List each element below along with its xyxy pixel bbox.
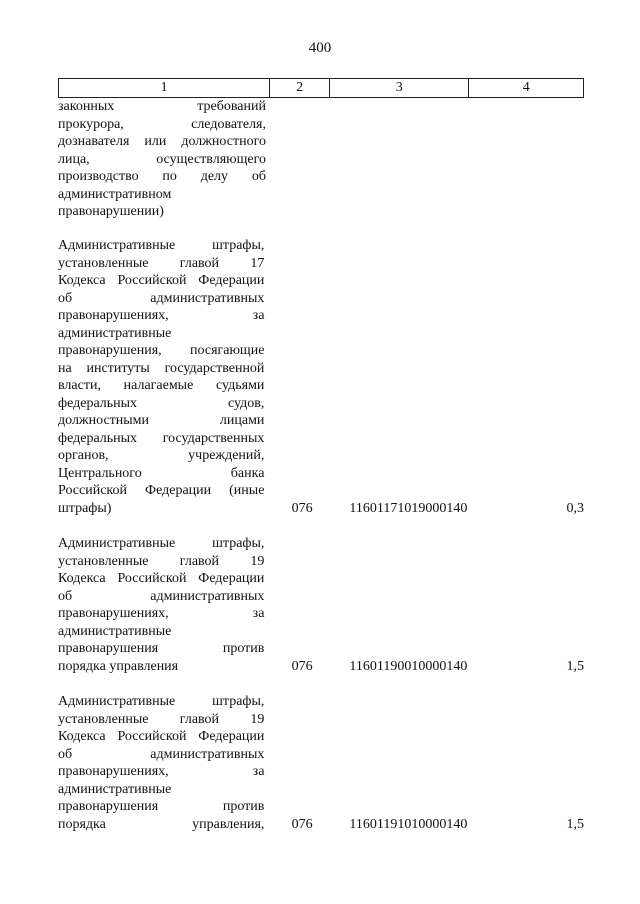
table-row-continuation xyxy=(58,98,584,221)
row-description xyxy=(58,535,264,675)
desc-line: Административные штрафы, xyxy=(58,536,265,551)
desc-line: правонарушения против xyxy=(58,641,265,656)
desc-line: дознавателя или должностного xyxy=(58,134,266,149)
desc-line: правонарушения, посягающие xyxy=(58,343,265,358)
desc-line: Кодекса Российской Федерации xyxy=(58,571,265,586)
table-header xyxy=(58,78,584,98)
desc-line: порядка управления xyxy=(58,658,179,674)
row-kbk: 11601171019000140 xyxy=(349,500,468,516)
table-row xyxy=(58,693,584,833)
desc-line: Кодекса Российской Федерации xyxy=(58,273,265,288)
desc-line: власти, налагаемые судьями xyxy=(58,378,265,393)
desc-line: штрафы) xyxy=(58,500,112,516)
desc-line: на институты государственной xyxy=(58,360,265,376)
desc-line: Административные штрафы, xyxy=(58,238,265,253)
desc-line: законных требований xyxy=(58,99,266,114)
desc-line: Кодекса Российской Федерации xyxy=(58,729,265,744)
desc-line: Административные штрафы, xyxy=(58,694,265,709)
row-value: 1,5 xyxy=(566,816,584,832)
desc-line: правонарушениях, за xyxy=(58,606,265,621)
row-description xyxy=(58,693,264,833)
desc-line: лица, осуществляющего xyxy=(58,151,266,167)
desc-line: Российской Федерации (иные xyxy=(58,483,265,498)
table-row xyxy=(58,535,584,675)
desc-line: установленные главой 19 xyxy=(58,553,265,569)
row-kbk: 11601190010000140 xyxy=(349,658,468,674)
desc-line: установленные главой 19 xyxy=(58,711,265,727)
desc-line: правонарушении) xyxy=(58,204,164,219)
desc-line: органов, учреждений, xyxy=(58,448,265,463)
desc-line: об административных xyxy=(58,290,265,306)
desc-line: правонарушения против xyxy=(58,799,265,814)
desc-line: федеральных государственных xyxy=(58,430,265,446)
desc-line: об административных xyxy=(58,746,265,762)
desc-line: прокурора, следователя, xyxy=(58,116,266,132)
row-value: 0,3 xyxy=(566,500,584,516)
row-description xyxy=(58,98,266,221)
row-code: 076 xyxy=(291,500,313,516)
header-col-1: 1 xyxy=(59,79,270,97)
row-code: 076 xyxy=(291,816,313,832)
desc-line: федеральных судов, xyxy=(58,395,265,411)
desc-line: правонарушениях, за xyxy=(58,764,265,779)
desc-line: административные xyxy=(58,623,172,639)
row-kbk: 11601191010000140 xyxy=(349,816,468,832)
desc-line: установленные главой 17 xyxy=(58,255,265,271)
header-col-2: 2 xyxy=(270,79,330,97)
desc-line: правонарушениях, за xyxy=(58,308,265,323)
row-code: 076 xyxy=(291,658,313,674)
table-row xyxy=(58,237,584,517)
header-col-3: 3 xyxy=(330,79,469,97)
row-value: 1,5 xyxy=(566,658,584,674)
header-col-4: 4 xyxy=(522,80,530,95)
page-number: 400 xyxy=(308,40,332,56)
desc-line: Центрального банка xyxy=(58,465,265,481)
desc-line: административные xyxy=(58,781,172,797)
desc-line: порядка управления, xyxy=(58,816,265,832)
desc-line: об административных xyxy=(58,588,265,604)
desc-line: административные xyxy=(58,325,172,341)
desc-line: производство по делу об xyxy=(58,169,266,184)
desc-line: должностными лицами xyxy=(58,413,265,428)
row-description xyxy=(58,237,264,517)
desc-line: административном xyxy=(58,186,172,202)
